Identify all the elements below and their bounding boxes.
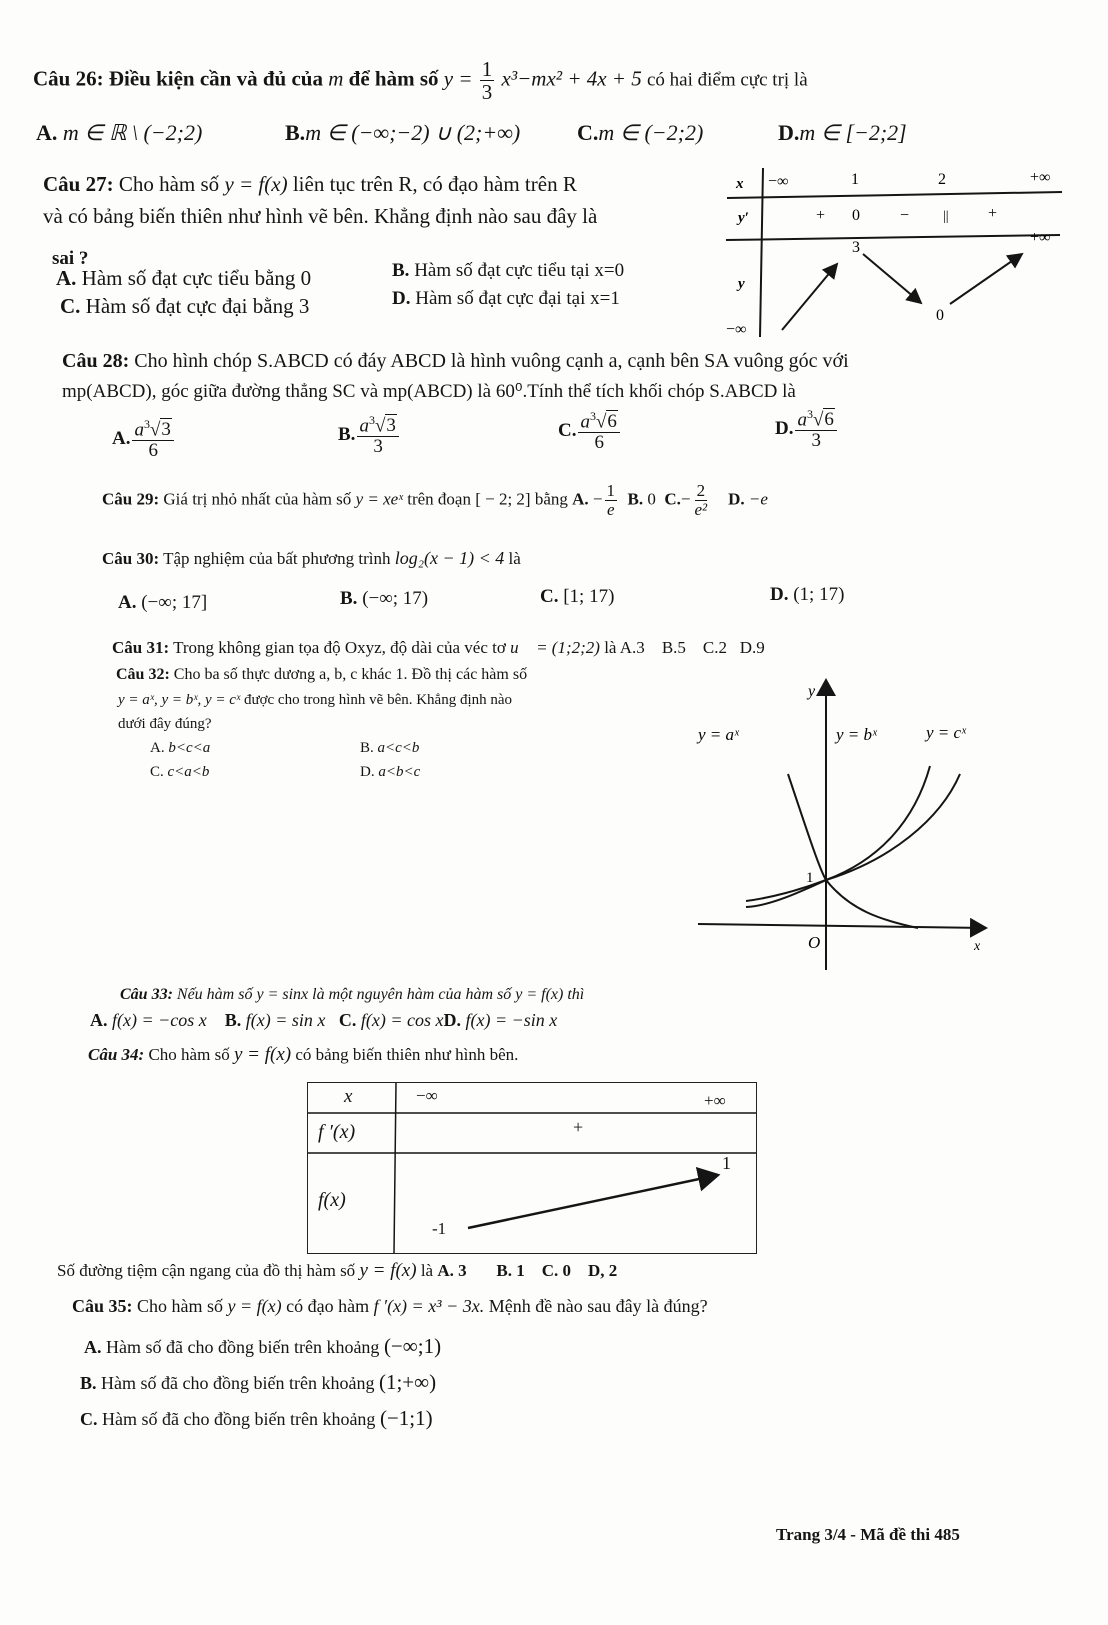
- q27-table-yp-4: +: [988, 205, 998, 222]
- q27-table-yp-3: ||: [943, 209, 949, 224]
- q34-text1: Cho hàm số: [148, 1045, 230, 1064]
- q32-a-text: b<c<a: [168, 740, 211, 756]
- q27-arrow-up-1: [782, 264, 837, 330]
- q26-frac-num: 1: [481, 57, 493, 81]
- q35-c-interval: (−1;1): [379, 1406, 433, 1430]
- q34-arrow: [468, 1175, 718, 1228]
- page-footer: Trang 3/4 - Mã đề thi 485: [776, 1525, 960, 1544]
- q27-a-label: A.: [56, 266, 77, 290]
- q27-table-hline2: [726, 235, 1060, 240]
- q27-label: Câu 27:: [43, 172, 114, 196]
- q28-c-fraction: $\frac{a^3√6}{6}$: [578, 410, 619, 453]
- q27-table-x-2: 2: [938, 171, 946, 188]
- question-33: [120, 986, 584, 1004]
- q31-text2: là: [604, 638, 617, 657]
- q28-b-exp: 3: [368, 413, 375, 427]
- q28-b-rad: 3: [386, 415, 396, 437]
- q27-table-y-label: y: [738, 276, 745, 292]
- q32-option-a: [150, 740, 210, 757]
- question-27-line3: sai ?: [52, 248, 89, 269]
- q30-c-label: C.: [540, 586, 559, 607]
- q32-label: Câu 32:: [116, 666, 170, 683]
- q26-fraction: [480, 58, 495, 103]
- q34-option-c: C. 0: [541, 1261, 571, 1280]
- question-29: [102, 482, 768, 519]
- q28-line2a: mp(ABCD), góc giữa đường thẳng SC và mp(ABCD) là: [62, 381, 492, 402]
- q30-label: Câu 30:: [102, 549, 160, 568]
- q32-option-b: [360, 740, 419, 757]
- q27-table-x-1: 1: [851, 171, 859, 188]
- q26-label: Câu 26:: [33, 66, 104, 91]
- q32-line2a: y = aˣ, y = bˣ, y = cˣ: [118, 692, 241, 708]
- q32-line1: Cho ba số thực dương a, b, c khác 1. Đồ thị các hàm số: [173, 666, 528, 683]
- q34-text2: có bảng biến thiên như hình bên.: [295, 1045, 519, 1064]
- q32-curve-b: [746, 766, 930, 901]
- question-31: [112, 638, 765, 658]
- q35-formula: y = f(x): [227, 1296, 282, 1316]
- q34-option-d: D, 2: [588, 1261, 618, 1280]
- q35-b-text: Hàm số đã cho đồng biến trên khoảng: [101, 1373, 375, 1393]
- q27-table-y-0: −∞: [726, 321, 747, 338]
- q33-d-label: D.: [443, 1010, 462, 1030]
- q32-d-label: D.: [360, 764, 375, 780]
- q27-table-x-0: −∞: [768, 173, 789, 190]
- q32-line2b: được cho trong hình vẽ bên. Khẳng định nào: [243, 692, 513, 708]
- q34-table-x-left: −∞: [416, 1086, 438, 1105]
- q35-a-text: Hàm số đã cho đồng biến trên khoảng: [106, 1337, 380, 1357]
- q27-table-hline1: [727, 192, 1062, 198]
- q30-d-label: D.: [770, 584, 789, 605]
- q34-question-text: Số đường tiệm cận ngang của đồ thị hàm số: [57, 1261, 356, 1280]
- question-32-line3: dưới đây đúng?: [118, 716, 212, 732]
- q27-table-yp-1: 0: [852, 207, 860, 224]
- q32-curve-a-label: y = aˣ: [698, 725, 739, 744]
- q27-table-y-1: 3: [852, 239, 860, 256]
- q29-c-label: C.: [664, 489, 681, 509]
- question-28-line1: [62, 350, 849, 373]
- q27-arrow-down: [863, 254, 921, 303]
- q34-table-f-start: -1: [432, 1219, 447, 1238]
- q30-option-d: [770, 584, 844, 606]
- q33-text: Nếu hàm số y = sinx là một nguyên hàm của hàm số y = f(x) thì: [176, 986, 585, 1003]
- q32-c-text: c<a<b: [167, 764, 210, 780]
- q30-c-text: [1; 17): [563, 586, 615, 607]
- q26-d-label: D.: [778, 120, 800, 145]
- q28-label: Câu 28:: [62, 350, 130, 372]
- q26-text1: Điều kiện cần và đủ của: [108, 66, 323, 91]
- q26-a-text: m ∈ ℝ \ (−2;2): [62, 120, 203, 145]
- q33-b-text: f(x) = sin x: [245, 1010, 326, 1030]
- q29-a-num: 1: [606, 481, 616, 500]
- q29-text3: bằng: [534, 489, 568, 509]
- q34-table-sign: +: [573, 1117, 584, 1137]
- q30-a-text: (−∞; 17]: [141, 592, 208, 613]
- q28-option-b: [338, 414, 401, 457]
- q27-d-text: Hàm số đạt cực đại tại x=1: [415, 288, 620, 309]
- q27-option-a: [56, 266, 311, 291]
- question-32-line2: [118, 692, 512, 709]
- question-34: [88, 1044, 518, 1066]
- q27-option-b: [392, 260, 624, 282]
- q29-interval: [ − 2; 2]: [475, 489, 531, 509]
- q34-question-formula: y = f(x): [359, 1260, 417, 1281]
- q32-curve-b-label: y = bˣ: [836, 725, 877, 744]
- q32-option-c: [150, 764, 209, 781]
- q34-option-a: A. 3: [437, 1261, 467, 1280]
- q26-c-text: m ∈ (−2;2): [598, 120, 704, 145]
- question-30: [102, 548, 521, 569]
- q28-a-den: 6: [148, 440, 158, 462]
- q30-a-label: A.: [118, 592, 137, 613]
- q28-a-fraction: $\frac{a^3√3}{6}$: [132, 418, 173, 461]
- q26-text2: để hàm số: [348, 66, 439, 91]
- q33-label: Câu 33:: [120, 986, 173, 1003]
- question-28-line2: [62, 380, 796, 403]
- q29-d-label: D.: [728, 489, 745, 509]
- q30-formula: log₂(x − 1) < 4: [394, 548, 505, 568]
- q29-c-den: e²: [694, 499, 708, 519]
- q31-option-b: B.5: [661, 638, 686, 657]
- q34-option-b: B. 1: [496, 1261, 525, 1280]
- q29-formula: y = xeˣ: [355, 489, 403, 509]
- q32-b-label: B.: [360, 740, 374, 756]
- q26-option-b: [285, 120, 520, 146]
- q32-origin-label: O: [808, 933, 821, 952]
- q31-text1: Trong không gian tọa độ Oxyz, độ dài của véc tơ: [173, 638, 506, 657]
- q29-a-fraction: [605, 482, 618, 519]
- q35-text1: Cho hàm số: [137, 1296, 224, 1316]
- q27-table-x-3: +∞: [1030, 169, 1051, 186]
- q29-a-den: e: [606, 499, 615, 519]
- q29-c-sign: −: [680, 489, 691, 509]
- q34-question-end: là: [420, 1261, 434, 1280]
- q28-d-label: D.: [775, 417, 794, 439]
- q28-b-label: B.: [338, 423, 356, 445]
- q28-a-a: a: [134, 419, 144, 441]
- question-27-line2: và có bảng biến thiên như hình vẽ bên. Khẳng định nào sau đây là: [43, 204, 598, 228]
- q32-option-d: [360, 764, 420, 781]
- q29-b-label: B.: [627, 489, 644, 509]
- q29-c-num: 2: [696, 481, 706, 500]
- q27-table-yp-0: +: [816, 207, 826, 224]
- q35-b-label: B.: [80, 1373, 97, 1393]
- q28-d-exp: 3: [806, 407, 813, 421]
- q28-option-a: [112, 418, 176, 461]
- q35-a-label: A.: [84, 1337, 102, 1357]
- q27-option-c: [60, 294, 309, 319]
- q29-text1: Giá trị nhỏ nhất của hàm số: [163, 489, 352, 509]
- q26-option-d: [778, 120, 907, 146]
- q26-b-text: m ∈ (−∞;−2) ∪ (2;+∞): [305, 120, 521, 145]
- q28-a-label: A.: [112, 427, 131, 449]
- q30-text2: là: [508, 549, 521, 568]
- q35-text2: có đạo hàm: [286, 1296, 370, 1316]
- q34-variation-table: [307, 1082, 757, 1254]
- q35-label: Câu 35:: [72, 1296, 133, 1316]
- q28-line1: Cho hình chóp S.ABCD có đáy ABCD là hình vuông cạnh a, cạnh bên SA vuông góc với: [134, 350, 849, 372]
- q27-a-text: Hàm số đạt cực tiểu bằng 0: [81, 266, 312, 290]
- q29-d-text: −e: [748, 489, 768, 509]
- q32-x-label: x: [974, 939, 981, 954]
- q28-c-a: a: [580, 411, 590, 433]
- q34-table-vline: [394, 1083, 396, 1253]
- q27-b-text: Hàm số đạt cực tiểu tại x=0: [414, 260, 625, 281]
- q30-option-a: [118, 592, 207, 614]
- q32-a-label: A.: [150, 740, 165, 756]
- q28-c-label: C.: [558, 419, 577, 441]
- q27-c-text: Hàm số đạt cực đại bằng 3: [85, 294, 310, 318]
- q27-variation-table: [700, 162, 1070, 340]
- q27-table-x-label: x: [736, 176, 744, 192]
- question-32-line1: [116, 666, 527, 684]
- q27-table-vline: [760, 168, 763, 337]
- q34-table-f-end: 1: [722, 1153, 731, 1173]
- q29-a-sign: −: [592, 489, 603, 509]
- q26-option-c: [577, 120, 703, 146]
- q26-formula-right: x³−mx² + 4x + 5: [501, 66, 642, 91]
- q28-d-fraction: $\frac{a^3√6}{3}$: [795, 408, 836, 451]
- q33-a-text: f(x) = −cos x: [112, 1010, 207, 1030]
- q27-table-y-3: +∞: [1030, 229, 1051, 246]
- q33-d-text: f(x) = −sin x: [465, 1010, 558, 1030]
- question-27-line1: [43, 172, 577, 197]
- q26-b-label: B.: [285, 120, 306, 145]
- q27-table-y-2: 0: [936, 307, 944, 324]
- q30-option-c: [540, 586, 614, 608]
- q28-c-rad: 6: [607, 411, 617, 433]
- q27-table-yp-label: y′: [738, 210, 749, 226]
- q28-a-rad: 3: [161, 419, 171, 441]
- q26-a-label: A.: [36, 120, 58, 145]
- q35-text3: Mệnh đề nào sau đây là đúng?: [488, 1296, 708, 1316]
- q32-exponential-graph: [690, 670, 1000, 975]
- q30-d-text: (1; 17): [793, 584, 845, 605]
- q35-c-text: Hàm số đã cho đồng biến trên khoảng: [102, 1409, 376, 1429]
- q32-d-text: a<b<c: [378, 764, 421, 780]
- q30-b-text: (−∞; 17): [362, 588, 429, 609]
- q34-formula: y = f(x): [233, 1044, 292, 1065]
- q28-line2b: .Tính thể tích khối chóp S.ABCD là: [522, 381, 796, 402]
- q26-option-a: [36, 120, 202, 146]
- q31-option-a: A.3: [619, 638, 645, 657]
- q30-text1: Tập nghiệm của bất phương trình: [163, 549, 391, 568]
- q32-one-label: 1: [806, 870, 814, 886]
- q27-option-d: [392, 288, 620, 310]
- q28-d-den: 3: [811, 430, 821, 452]
- q32-c-label: C.: [150, 764, 164, 780]
- q35-a-interval: (−∞;1): [383, 1334, 442, 1358]
- q29-label: Câu 29:: [102, 489, 160, 509]
- q29-b-text: 0: [647, 489, 656, 509]
- q33-options: [90, 1010, 557, 1031]
- q27-line1b: liên tục trên R, có đạo hàm trên R: [292, 172, 577, 196]
- q35-option-b: [80, 1370, 436, 1395]
- q31-option-d: D.9: [739, 638, 765, 657]
- q32-x-axis: [698, 924, 986, 928]
- q28-b-den: 3: [373, 436, 383, 458]
- q32-curve-c: [746, 774, 960, 907]
- question-35: [72, 1296, 708, 1317]
- q26-text3: có hai điểm cực trị là: [646, 69, 808, 91]
- q32-curve-a: [788, 774, 918, 928]
- q26-formula-left: y =: [443, 66, 473, 91]
- q29-a-label: A.: [572, 489, 589, 509]
- q34-table-x-right: +∞: [704, 1091, 726, 1110]
- q32-y-label: y: [808, 683, 816, 700]
- q32-curve-c-label: y = cˣ: [926, 723, 966, 742]
- q28-option-c: [558, 410, 622, 453]
- q28-a-exp: 3: [143, 417, 150, 431]
- q32-b-text: a<c<b: [377, 740, 420, 756]
- q35-derivative: f ′(x) = x³ − 3x.: [373, 1296, 485, 1316]
- q27-arrow-up-2: [950, 254, 1022, 304]
- q35-option-a: [84, 1334, 441, 1359]
- q31-option-c: C.2: [702, 638, 727, 657]
- q30-b-label: B.: [340, 588, 358, 609]
- q26-frac-den: 3: [481, 80, 493, 105]
- q27-b-label: B.: [392, 260, 410, 281]
- q26-c-label: C.: [577, 120, 599, 145]
- question-26: [33, 58, 808, 103]
- q26-m: m: [328, 66, 344, 91]
- q27-d-label: D.: [392, 288, 411, 309]
- q35-c-label: C.: [80, 1409, 98, 1429]
- q28-c-den: 6: [594, 432, 604, 454]
- q34-table-x-label: x: [344, 1086, 353, 1107]
- q33-c-text: f(x) = cos x: [360, 1010, 444, 1030]
- q34-question: [57, 1260, 617, 1282]
- q31-vector: u⃗ = (1;2;2): [510, 638, 600, 657]
- q34-label: Câu 34:: [88, 1045, 145, 1064]
- q27-formula: y = f(x): [224, 172, 288, 196]
- q28-d-a: a: [797, 409, 807, 431]
- q28-b-a: a: [359, 415, 369, 437]
- q34-table-f-label: f(x): [318, 1189, 346, 1211]
- q35-b-interval: (1;+∞): [378, 1370, 437, 1394]
- q30-option-b: [340, 588, 428, 610]
- q31-label: Câu 31:: [112, 638, 170, 657]
- q27-line1a: Cho hàm số: [118, 172, 220, 196]
- q34-table-fp-label: f ′(x): [318, 1121, 356, 1143]
- q28-angle: 60⁰: [495, 381, 523, 402]
- q35-option-c: [80, 1406, 433, 1431]
- q33-b-label: B.: [224, 1010, 242, 1030]
- q27-c-label: C.: [60, 294, 81, 318]
- q28-d-rad: 6: [824, 409, 834, 431]
- q33-c-label: C.: [338, 1010, 357, 1030]
- q33-a-label: A.: [90, 1010, 108, 1030]
- q28-c-exp: 3: [589, 409, 596, 423]
- q28-b-fraction: $\frac{a^3√3}{3}$: [357, 414, 398, 457]
- q27-table-yp-2: −: [900, 207, 910, 224]
- q28-option-d: [775, 408, 839, 451]
- q29-c-fraction: [692, 482, 709, 519]
- q26-d-text: m ∈ [−2;2]: [799, 120, 907, 145]
- q29-text2: trên đoạn: [407, 489, 471, 509]
